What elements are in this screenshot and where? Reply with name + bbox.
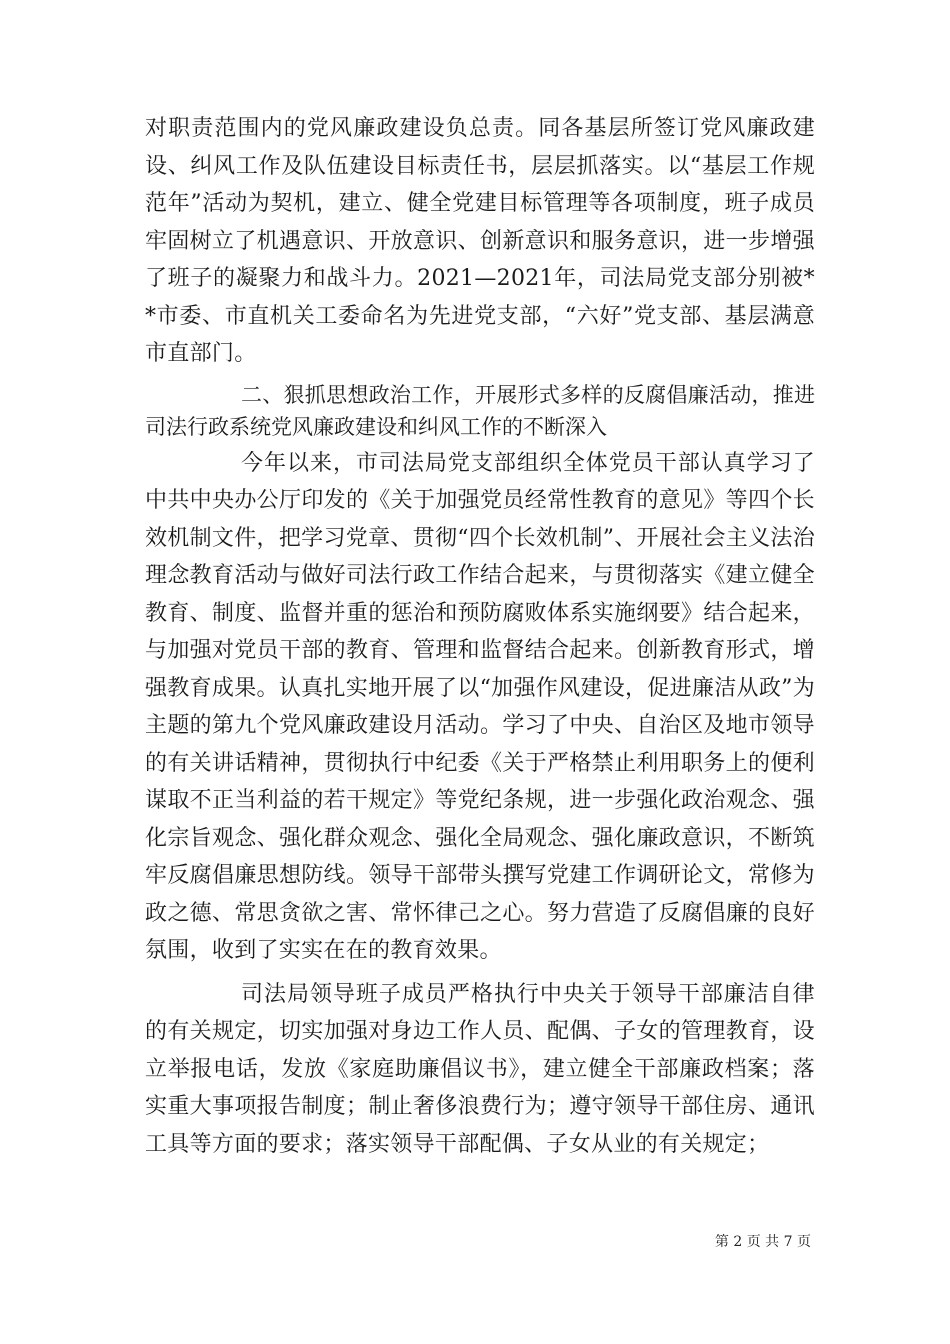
section-heading-two: 二、狠抓思想政治工作，开展形式多样的反腐倡廉活动，推进司法行政系统党风廉政建设和纠风工作的不断深入 [145, 382, 815, 439]
document-body [145, 110, 815, 1163]
paragraph-education-activities: 今年以来，市司法局党支部组织全体党员干部认真学习了中共中央办公厅印发的《关于加强党员经常性教育的意见》等四个长效机制文件，把学习党章、贯彻“四个长效机制”、开展社会主义法治理念教育活动与做好司法行政工作结合起来，与贯彻落实《建立健全教育、制度、监督并重的惩治和预防腐败体系实施纲要》结合起来，与加强对党员干部的教育、管理和监督结合起来。创新教育形式，增强教育成果。认真扎实地开展了以“加强作风建设，促进廉洁从政”为主题的第九个党风廉政建设月活动。学习了中央、自治区及地市领导的有关讲话精神，贯彻执行中纪委《关于严格禁止利用职务上的便利谋取不正当利益的若干规定》等党纪条规，进一步强化政治观念、强化宗旨观念、强化群众观念、强化全局观念、强化廉政意识，不断筑牢反腐倡廉思想防线。领导干部带头撰写党建工作调研论文，常修为政之德、常思贪欲之害、常怀律己之心。努力营造了反腐倡廉的良好氛围，收到了实实在在的教育效果。 [145, 450, 815, 963]
paragraph-party-responsibility: 对职责范围内的党风廉政建设负总责。同各基层所签订党风廉政建设、纠风工作及队伍建设目标责任书，层层抓落实。以“基层工作规范年”活动为契机，建立、健全党建目标管理等各项制度，班子成员牢固树立了机遇意识、开放意识、创新意识和服务意识，进一步增强了班子的凝聚力和战斗力。2021—2021年，司法局党支部分别被**市委、市直机关工委命名为先进党支部，“六好”党支部、基层满意市直部门。 [145, 116, 815, 366]
paragraph-leadership-discipline: 司法局领导班子成员严格执行中央关于领导干部廉洁自律的有关规定，切实加强对身边工作人员、配偶、子女的管理教育，设立举报电话，发放《家庭助廉倡议书》，建立健全干部廉政档案；落实重大事项报告制度；制止奢侈浪费行为；遵守领导干部住房、通讯工具等方面的要求；落实领导干部配偶、子女从业的有关规定； [145, 981, 815, 1157]
page-number-footer: 第 2 页 共 7 页 [714, 1234, 811, 1250]
